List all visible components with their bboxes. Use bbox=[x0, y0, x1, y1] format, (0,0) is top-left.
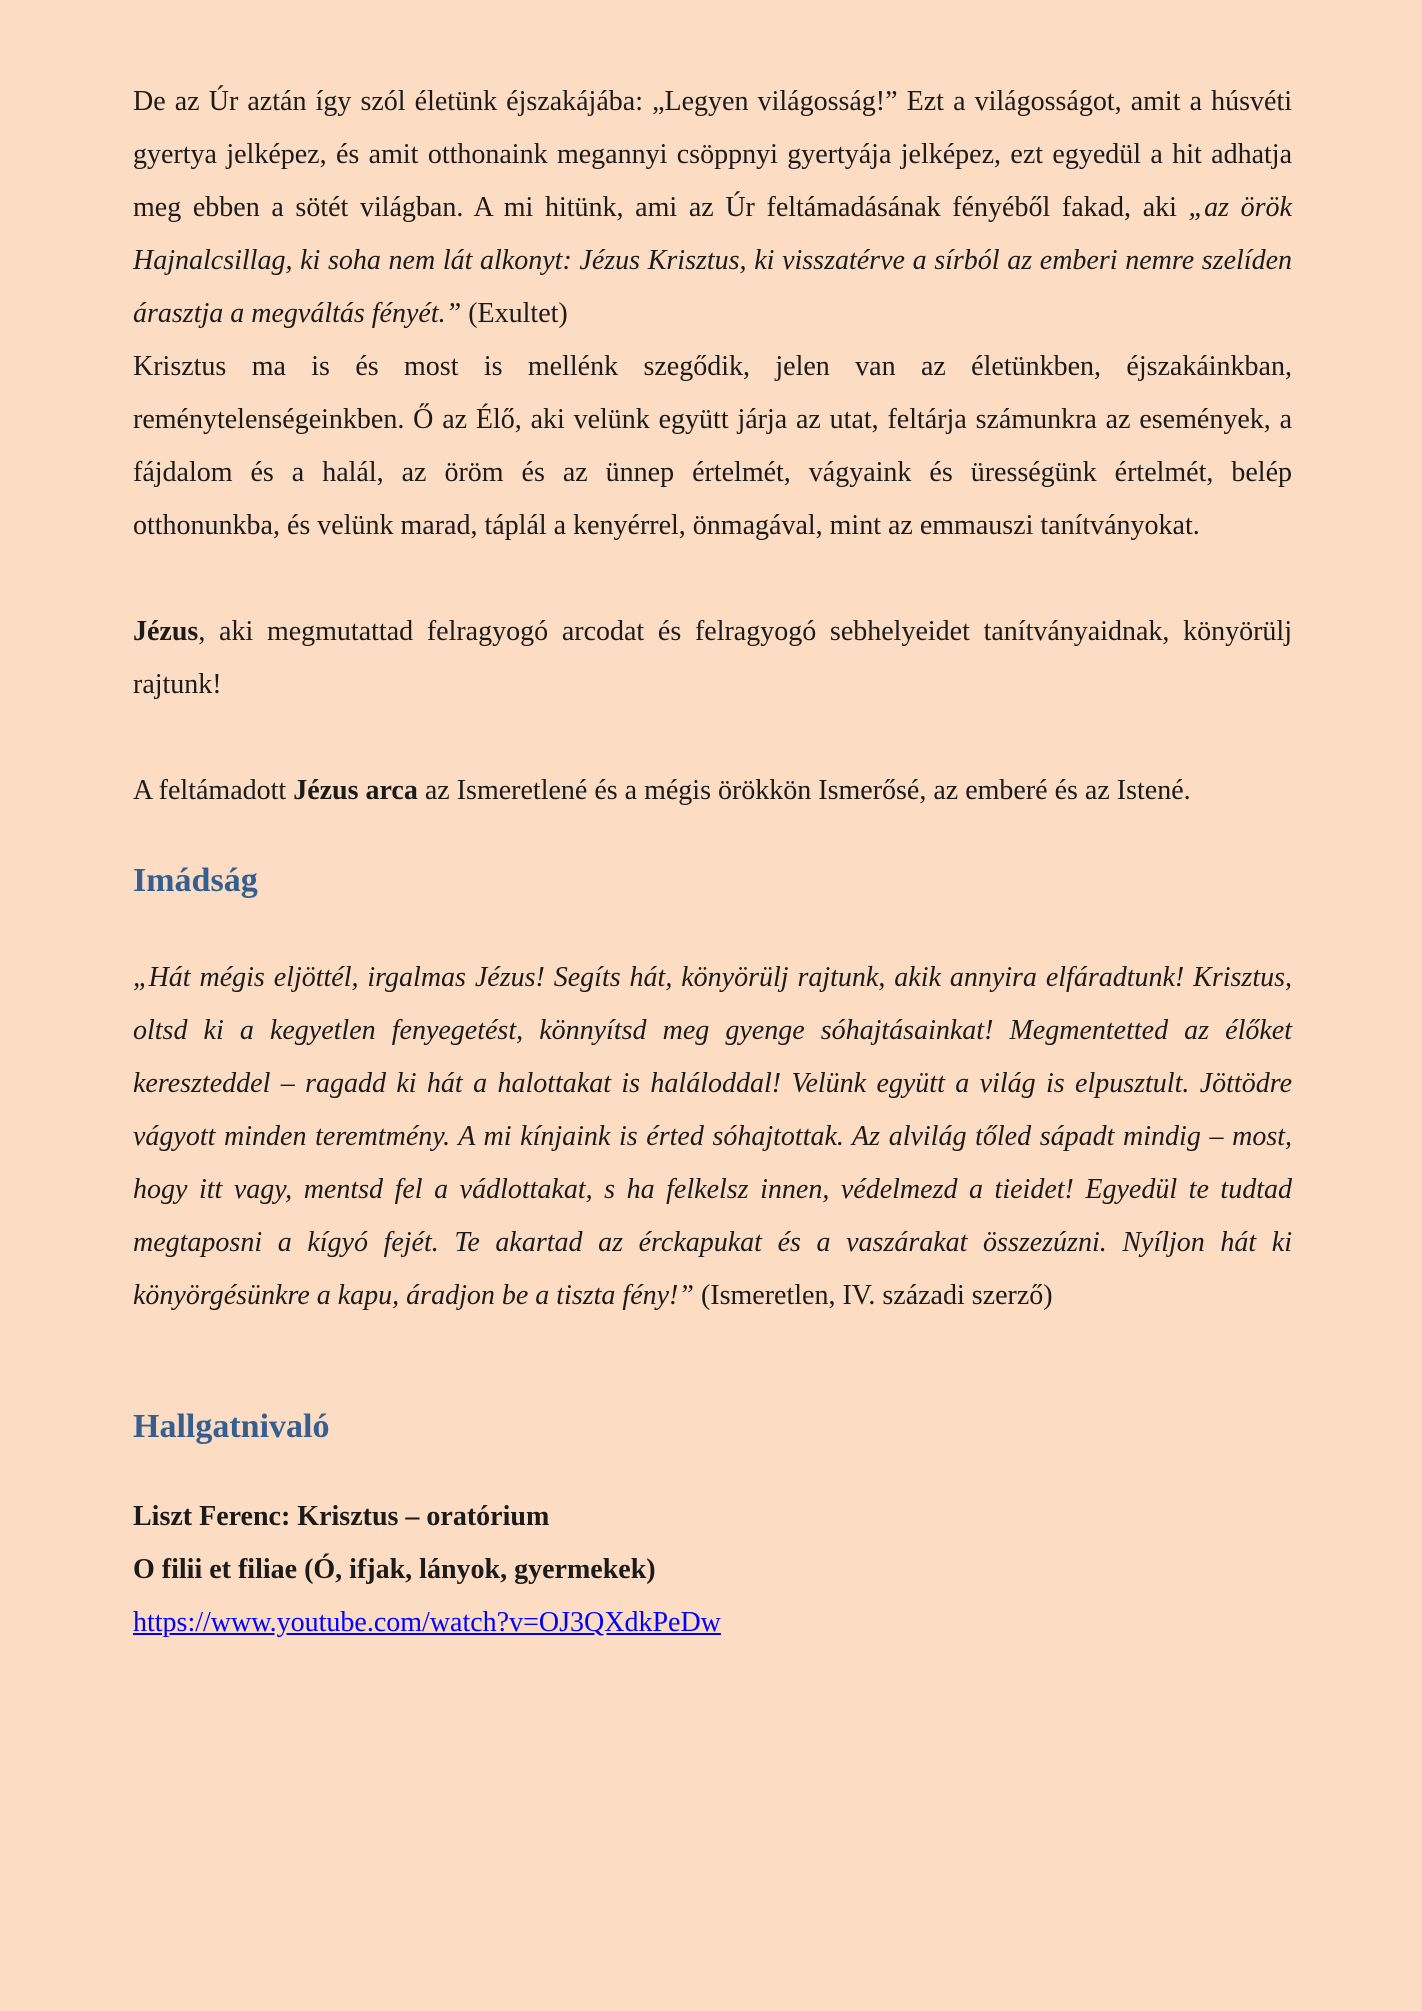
text-run-exultet-attribution: (Exultet) bbox=[461, 298, 568, 329]
youtube-link[interactable]: https://www.youtube.com/watch?v=OJ3QXdkPeDw bbox=[133, 1607, 721, 1638]
listen-subtitle-line: O filii et filiae (Ó, ifjak, lányok, gyermekek) bbox=[133, 1554, 656, 1585]
listen-title-line: Liszt Ferenc: Krisztus – oratórium bbox=[133, 1501, 550, 1532]
paragraph-krisztus-ma bbox=[133, 340, 1292, 552]
paragraph-feltamadott bbox=[133, 764, 1292, 817]
paragraph-jezus-invocation bbox=[133, 605, 1292, 711]
text-run: , aki megmutattad felragyogó arcodat és felragyogó sebhelyeidet tanítványaidnak, könyörülj rajtunk! bbox=[133, 616, 1292, 700]
text-run: De az Úr aztán így szól életünk éjszakájába: „Legyen világosság!” Ezt a világosságot, amit a húsvéti gyertya jelképez, és amit otthonaink megannyi csöppnyi gyertyája jelképez, ezt egyedül a hit adhatja meg ebben a sötét világban. A mi hitünk, ami az Úr feltámadásának fényéből fakad, aki bbox=[133, 86, 1292, 223]
text-run: Krisztus ma is és most is mellénk szegődik, jelen van az életünkben, éjszakáinkban, reménytelenségeinkben. Ő az Élő, aki velünk együtt járja az utat, feltárja számunkra az események, a fájdalom és a halál, az öröm és az ünnep értelmét, vágyaink és ürességünk értelmét, belép otthonunkba, és velünk marad, táplál a kenyérrel, önmagával, mint az emmauszi tanítványokat. bbox=[133, 351, 1292, 541]
paragraph-intro bbox=[133, 75, 1292, 340]
section-heading-imadsag: Imádság bbox=[133, 862, 258, 899]
text-run-prayer-attribution: (Ismeretlen, IV. századi szerző) bbox=[693, 1280, 1053, 1311]
text-run-bold-jezus: Jézus bbox=[133, 616, 199, 647]
paragraph-prayer bbox=[133, 951, 1292, 1322]
text-run-italic-exultet-quote: „az örök Hajnalcsillag, ki soha nem lát alkonyt: Jézus Krisztus, ki visszatérve a sírból az emberi nemre szelíden árasztja a megváltás fényét.” bbox=[133, 192, 1292, 329]
listen-link-line bbox=[133, 1596, 1292, 1649]
text-run: az Ismeretlené és a mégis örökkön Ismerősé, az emberé és az Istené. bbox=[417, 775, 1191, 806]
section-heading-hallgatnivalo: Hallgatnivaló bbox=[133, 1408, 330, 1445]
text-run-bold-jezus-arca: Jézus arca bbox=[293, 775, 418, 806]
text-run: A feltámadott bbox=[133, 775, 294, 806]
text-run-italic-prayer-quote: „Hát mégis eljöttél, irgalmas Jézus! Segíts hát, könyörülj rajtunk, akik annyira elfáradtunk! Krisztus, oltsd ki a kegyetlen fenyegetést, könnyítsd meg gyenge sóhajtásainkat! Megmentetted az élőket kereszteddel – ragadd ki hát a halottakat is haláloddal! Velünk együtt a világ is elpusztult. Jöttödre vágyott minden teremtmény. A mi kínjaink is érted sóhajtottak. Az alvilág tőled sápadt mindig – most, hogy itt vagy, mentsd fel a vádlottakat, s ha felkelsz innen, védelmezd a tieidet! Egyedül te tudtad megtaposni a kígyó fejét. Te akartad az érckapukat és a vaszárakat összezúzni. Nyíljon hát ki könyörgésünkre a kapu, áradjon be a tiszta fény!” bbox=[133, 962, 1292, 1311]
listen-section bbox=[133, 1490, 1292, 1649]
